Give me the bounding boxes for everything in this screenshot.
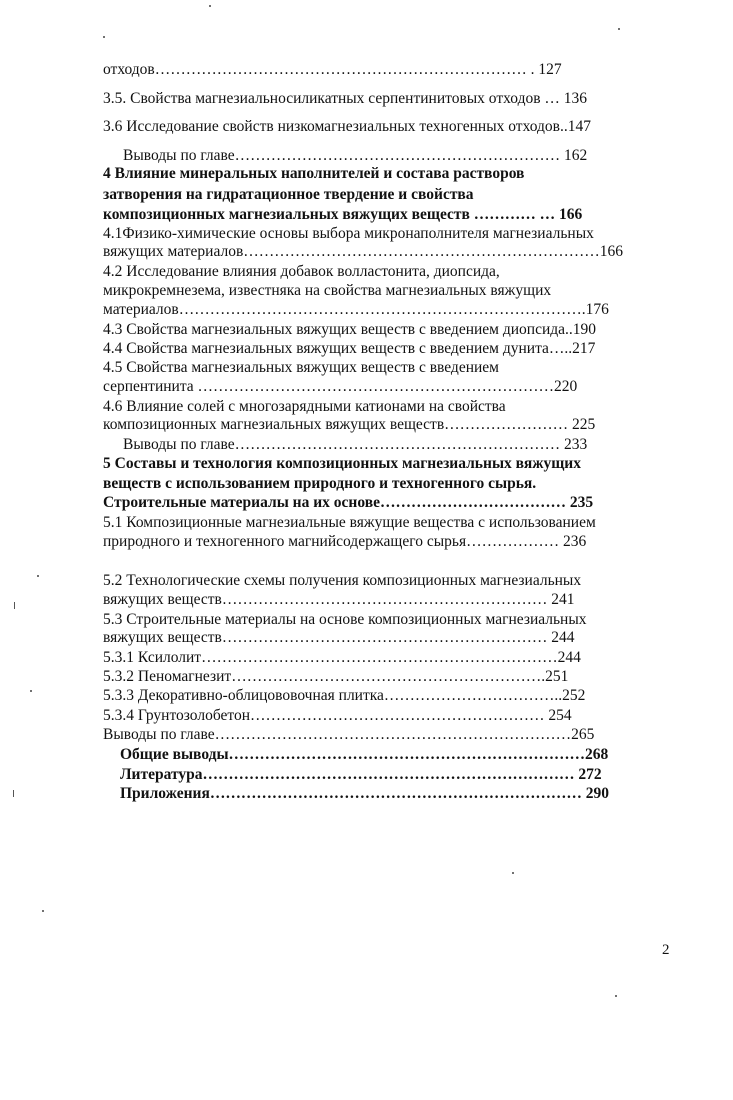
toc-line: вяжущих веществ……………………………………………………… 244 [103,629,575,646]
toc-line: 5.1 Композиционные магнезиальные вяжущие вещества с использованием [103,514,596,531]
toc-line: Приложения……………………………………………………………… 290 [120,785,609,802]
scan-speck [42,910,44,912]
toc-line: 5.3.2 Пеномагнезит…………………………………………………….251 [103,668,569,685]
toc-line: композиционных магнезиальных вяжущих веществ ………… … 166 [103,206,583,223]
toc-line: 4.1Физико-химические основы выбора микронаполнителя магнезиальных [103,225,594,242]
toc-line: серпентинита ……………………………………………………………220 [103,378,578,395]
toc-line: 4.4 Свойства магнезиальных вяжущих веществ с введением дунита…..217 [103,340,596,357]
scan-speck [37,575,39,577]
scan-speck [209,5,211,7]
scan-speck [512,872,514,874]
scan-speck [30,690,32,692]
toc-line: 5.3.1 Ксилолит……………………………………………………………244 [103,649,581,666]
toc-line: Общие выводы……………………………………………………………268 [120,746,609,763]
scan-mark [14,602,15,609]
toc-line: микрокремнезема, известняка на свойства магнезиальных вяжущих [103,282,552,299]
toc-line: вяжущих веществ……………………………………………………… 241 [103,591,575,608]
scan-speck [615,995,617,997]
toc-line: затворения на гидратационное твердение и свойства [103,186,474,203]
toc-line: 3.6 Исследование свойств низкомагнезиальных техногенных отходов..147 [103,118,592,135]
toc-line: Выводы по главе……………………………………………………… 162 [123,147,588,164]
scan-speck [618,28,620,30]
toc-line: 5.3.3 Декоративно-облицововочная плитка……………………………..252 [103,687,586,704]
toc-line: 5.3.4 Грунтозолобетон………………………………………………… 254 [103,707,572,724]
page-number: 2 [662,942,670,958]
toc-line: 4.6 Влияние солей с многозарядными катионами на свойства [103,398,506,415]
toc-line: 5.3 Строительные материалы на основе композиционных магнезиальных [103,611,587,628]
toc-line: 4.2 Исследование влияния добавок волластонита, диопсида, [103,263,500,280]
toc-line: 4.3 Свойства магнезиальных вяжущих веществ с введением диопсида..190 [103,321,597,338]
toc-line: природного и техногенного магнийсодержащего сырья……………… 236 [103,533,587,550]
scan-speck [103,36,105,38]
toc-line: композиционных магнезиальных вяжущих веществ…………………… 225 [103,416,596,433]
toc-line: 5.2 Технологические схемы получения композиционных магнезиальных [103,572,582,589]
toc-line: отходов……………………………………………………………… . 127 [103,61,562,78]
toc-line: Выводы по главе……………………………………………………… 233 [123,436,588,453]
toc-line: Литература……………………………………………………………… 272 [120,766,602,783]
toc-line: веществ с использованием природного и техногенного сырья. [103,475,537,492]
toc-line: Строительные материалы на их основе……………………………… 235 [103,494,594,511]
toc-line: Выводы по главе……………………………………………………………265 [103,726,595,743]
scan-mark [13,790,14,797]
toc-line: вяжущих материалов……………………………………………………………166 [103,243,624,260]
toc-line: 5 Составы и технология композиционных магнезиальных вяжущих [103,455,581,472]
toc-line: 4 Влияние минеральных наполнителей и состава растворов [103,165,525,182]
toc-line: 4.5 Свойства магнезиальных вяжущих веществ с введением [103,359,499,376]
toc-line: материалов…………………………………………………………………….176 [103,301,609,318]
toc-line: 3.5. Свойства магнезиальносиликатных серпентинитовых отходов … 136 [103,90,588,107]
